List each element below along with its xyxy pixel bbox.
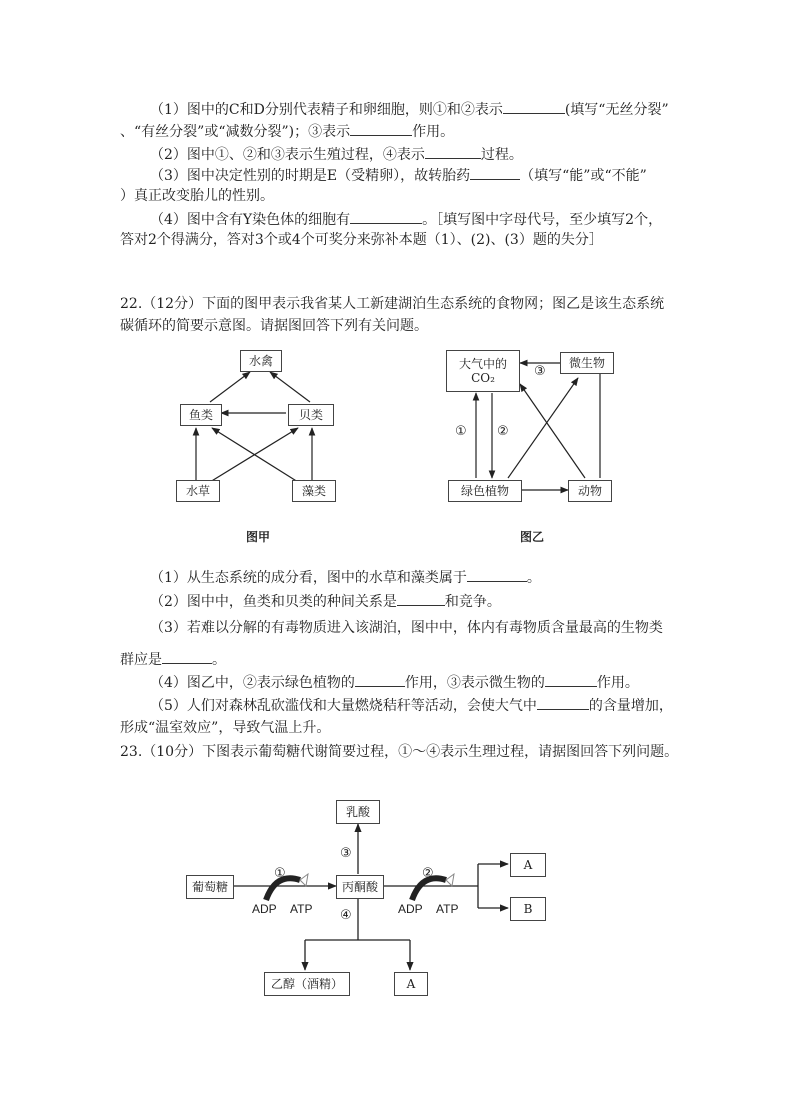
node-zaolei: 藻类	[292, 480, 336, 502]
caption-fig-b: 图乙	[520, 530, 545, 544]
node-atmosphere-co2	[446, 350, 520, 392]
label-process-3: ③	[534, 364, 546, 379]
q22-intro-2: 碳循环的简要示意图。请据图回答下列有关问题。	[120, 318, 428, 334]
q21-text: （2）图中①、②和③表示生殖过程，④表示	[150, 147, 425, 163]
q22-text: 和竞争。	[444, 594, 501, 610]
q21-text: ）真正改变胎儿的性别。	[120, 188, 274, 204]
q21-text: （1）图中的C和D分别代表精子和卵细胞，则①和②表示	[150, 102, 503, 118]
q21-text: 、“有丝分裂”或“减数分裂”)；③表示	[120, 124, 351, 140]
q21-text: （3）图中决定性别的时期是E（受精卵），故转胎药	[150, 168, 471, 184]
label-atp-2: ATP	[436, 902, 459, 916]
q22-text: （3）若难以分解的有毒物质进入该湖泊，图中中，体内有毒物质含量最高的生物类	[150, 620, 663, 636]
adp-atp-curve-2	[412, 878, 446, 900]
node-ethanol: 乙醇（酒精）	[264, 972, 350, 996]
node-pyruvate: 丙酮酸	[336, 875, 384, 899]
label-adp-1: ADP	[252, 902, 277, 916]
q22-s5	[150, 694, 673, 716]
label-atp-1: ATP	[290, 902, 313, 916]
answer-blank[interactable]	[162, 648, 212, 664]
arrow-animal-to-co2	[520, 384, 585, 478]
label-step-1: ①	[274, 866, 286, 881]
node-shuicao: 水草	[176, 480, 220, 502]
label-step-3: ③	[340, 846, 352, 861]
arrow-shell-to-bird	[270, 372, 310, 402]
q21-text: （4）图中含有Y染色体的细胞有	[150, 212, 351, 228]
q21-text: （填写“能”或“不能”	[520, 168, 647, 184]
label-step-4: ④	[340, 908, 352, 923]
label-process-1: ①	[455, 424, 467, 439]
q22-s3-cont	[120, 648, 226, 670]
atp-arrowhead-1	[300, 874, 308, 886]
q22-s3	[150, 618, 663, 638]
arrow-fish-to-bird	[210, 372, 250, 402]
node-green-plant: 绿色植物	[448, 480, 522, 502]
answer-blank[interactable]	[537, 694, 589, 710]
q22-text: （4）图乙中，②表示绿色植物的	[150, 675, 355, 691]
q22-text: 。	[212, 652, 226, 668]
node-B: B	[510, 897, 546, 921]
q22-text: 作用。	[596, 675, 639, 691]
node-A: A	[510, 853, 546, 877]
node-A-bottom: A	[394, 972, 428, 996]
answer-blank[interactable]	[467, 566, 527, 582]
label-step-2: ②	[422, 866, 434, 881]
q22-text: （1）从生态系统的成分看，图中的水草和藻类属于	[150, 570, 467, 586]
node-microbe: 微生物	[560, 352, 614, 374]
answer-blank[interactable]	[355, 671, 405, 687]
answer-blank[interactable]	[545, 671, 597, 687]
arrow-animal-to-microbe	[600, 363, 612, 478]
node-glucose: 葡萄糖	[186, 875, 234, 899]
q23-intro: 23.（10分）下图表示葡萄糖代谢简要过程，①～④表示生理过程，请据图回答下列问题。	[120, 744, 679, 760]
co2-line-2: CO₂	[471, 371, 495, 385]
q22-text: （5）人们对森林乱砍滥伐和大量燃烧秸秆等活动，会使大气中	[150, 698, 537, 714]
node-animal: 动物	[568, 480, 612, 502]
node-beilei: 贝类	[288, 404, 334, 426]
q22-text: 的含量增加，	[588, 698, 673, 714]
q22-s1	[150, 566, 541, 588]
answer-blank[interactable]	[397, 590, 445, 606]
q22-s4	[150, 671, 639, 693]
atp-arrowhead-2	[446, 874, 454, 886]
q22-intro-1: 22.（12分）下面的图甲表示我省某人工新建湖泊生态系统的食物网；图乙是该生态系统	[120, 296, 665, 312]
arrow-plant-to-microbe	[508, 378, 578, 478]
q22-text: 群应是	[120, 652, 162, 668]
q21-text: 。［填写图中字母代号，至少填写2个，	[422, 212, 663, 228]
q22-text: 。	[526, 570, 541, 586]
label-process-2: ②	[497, 424, 509, 439]
co2-line-1: 大气中的	[458, 357, 507, 371]
q22-s5-cont: 形成“温室效应”，导致气温上升。	[120, 720, 331, 736]
node-shuiqin: 水禽	[240, 350, 282, 372]
adp-atp-curve-1	[266, 878, 300, 900]
q22-text: （2）图中中，鱼类和贝类的种间关系是	[150, 594, 397, 610]
q22-s2	[150, 590, 501, 612]
node-lactate: 乳酸	[336, 800, 380, 824]
q21-text: (填写“无丝分裂”	[564, 102, 669, 118]
q21-text: 作用。	[412, 124, 455, 140]
caption-fig-a: 图甲	[246, 530, 271, 544]
node-yulei: 鱼类	[180, 404, 222, 426]
label-adp-2: ADP	[398, 902, 423, 916]
q22-text: 作用，③表示微生物的	[404, 675, 545, 691]
q21-text: 答对2个得满分，答对3个或4个可奖分来弥补本题（1）、(2)、(3）题的失分］	[120, 232, 603, 248]
q21-text: 过程。	[480, 147, 523, 163]
